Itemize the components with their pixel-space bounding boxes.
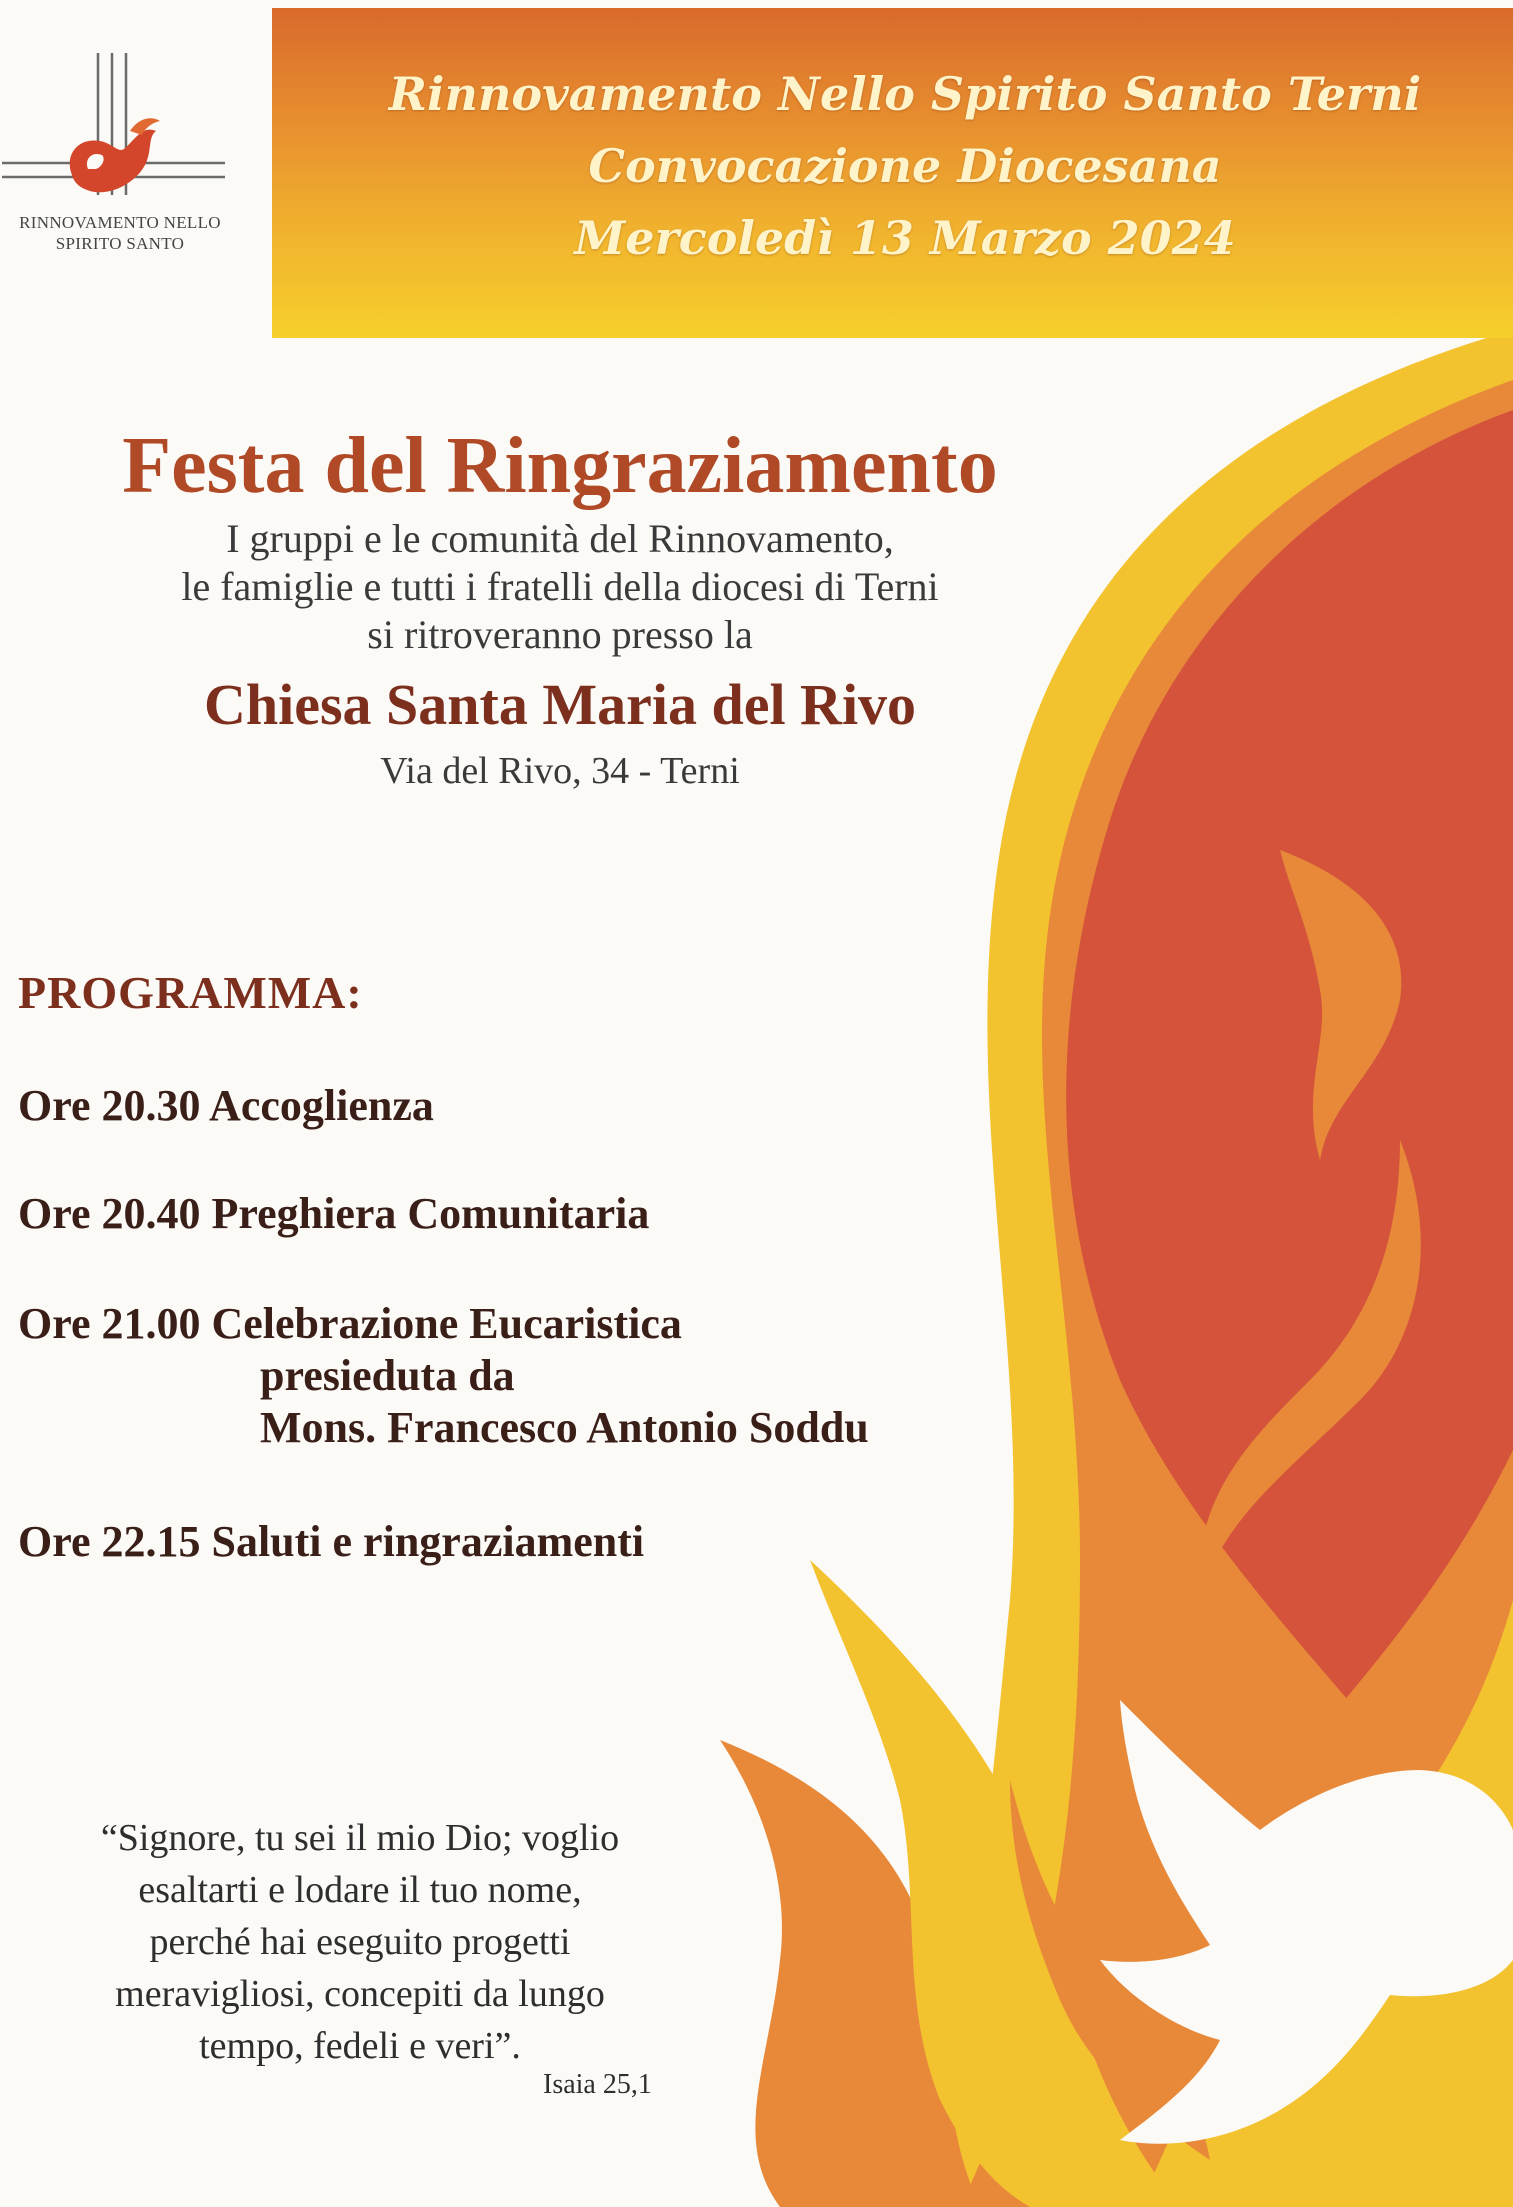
quote-line: esaltarti e lodare il tuo nome, xyxy=(138,1869,582,1911)
program-item-celebrant: Mons. Francesco Antonio Soddu xyxy=(260,1403,869,1452)
program-item-text: Ore 20.30 Accoglienza xyxy=(18,1081,434,1130)
program-item-text: Ore 20.40 Preghiera Comunitaria xyxy=(18,1189,650,1238)
church-name: Chiesa Santa Maria del Rivo xyxy=(203,672,917,737)
header-text xyxy=(340,58,1470,274)
logo-caption-line-1: RINNOVAMENTO NELLO xyxy=(19,213,221,232)
event-intro xyxy=(60,515,1060,659)
program-item xyxy=(18,1188,649,1240)
program-item xyxy=(18,1298,869,1454)
header-line-organization: Rinnovamento Nello Spirito Santo Terni xyxy=(388,67,1422,121)
header-line-convocation: Convocazione Diocesana xyxy=(588,139,1222,193)
quote-line: meravigliosi, concepiti da lungo xyxy=(115,1973,605,2015)
program-item xyxy=(18,1516,644,1568)
header-line-date: Mercoledì 13 Marzo 2024 xyxy=(574,211,1236,265)
program-item-text: Ore 22.15 Saluti e ringraziamenti xyxy=(18,1517,645,1566)
program-item-text: Ore 21.00 Celebrazione Eucaristica xyxy=(18,1299,682,1348)
logo-caption-line-2: SPIRITO SANTO xyxy=(55,234,185,253)
church-address: Via del Rivo, 34 - Terni xyxy=(380,750,740,792)
intro-line: si ritroveranno presso la xyxy=(367,612,753,657)
program-item-detail: presieduta da xyxy=(260,1351,515,1400)
logo-caption xyxy=(0,212,240,254)
program-heading: PROGRAMMA: xyxy=(18,967,363,1018)
intro-line: I gruppi e le comunità del Rinnovamento, xyxy=(226,516,894,561)
quote-line: tempo, fedeli e veri”. xyxy=(199,2025,521,2067)
program-item xyxy=(18,1080,434,1132)
quote-line: “Signore, tu sei il mio Dio; voglio xyxy=(100,1817,620,1859)
quote-line: perché hai eseguito progetti xyxy=(149,1921,571,1963)
intro-line: le famiglie e tutti i fratelli della diocesi di Terni xyxy=(181,564,939,609)
quote-reference: Isaia 25,1 xyxy=(543,2069,652,2100)
event-title: Festa del Ringraziamento xyxy=(122,422,998,510)
bible-quote xyxy=(30,1812,690,2072)
